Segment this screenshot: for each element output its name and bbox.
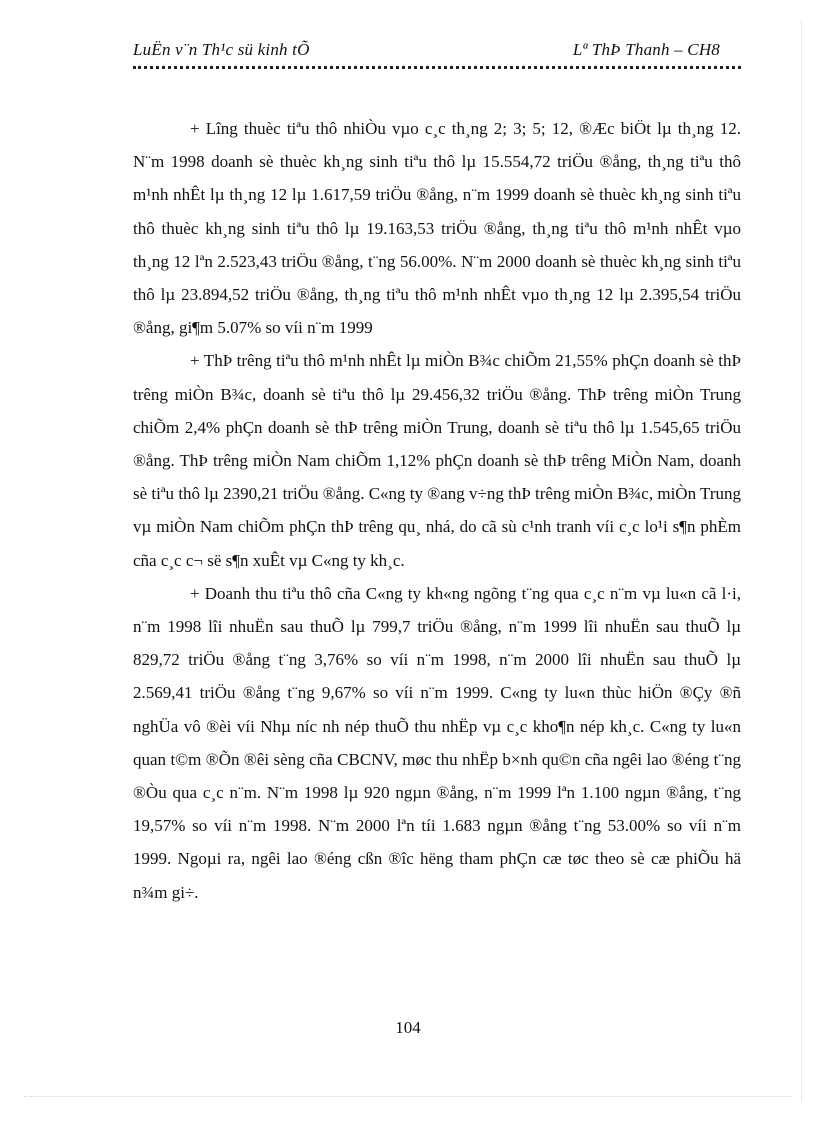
page-number: 104 xyxy=(395,1018,421,1037)
paragraph-revenue-profit: + Doanh thu tiªu thô cña C«ng ty kh«ng ngõng t¨ng qua c¸c n¨m vµ lu«n cã l·i, n¨m 1998 lîi nhuËn sau thuÕ lµ 799,7 triÖu ®ång, n¨m 1999 lîi nhuËn sau thuÕ lµ 829,72 triÖu ®ång t¨ng 3,76% so víi n¨m 1998, n¨m 2000 lîi nhuËn sau thuÕ lµ 2.569,41 triÖu ®ång t¨ng 9,67% so víi n¨m 1999. C«ng ty lu«n thùc hiÖn ®Çy ®ñ nghÜa vô ®èi víi Nhµ níc nh nép thuÕ thu nhËp vµ c¸c kho¶n nép kh¸c. C«ng ty lu«n quan t©m ®Õn ®êi sèng cña CBCNV, møc thu nhËp b×nh qu©n cña ngêi lao ®éng t¨ng ®Òu qua c¸c n¨m. N¨m 1998 lµ 920 ngµn ®ång, n¨m 1999 lªn 1.100 ngµn ®ång, t¨ng 19,57% so víi n¨m 1998. N¨m 2000 lªn tíi 1.683 ngµn ®ång t¨ng 53.00% so víi n¨m 1999. Ngoµi ra, ngêi lao ®éng cßn ®îc hëng tham phÇn cæ tøc theo sè cæ phiÕu hä n¾m gi÷. xyxy=(133,583,741,902)
paragraph-market-share: + ThÞ trêng tiªu thô m¹nh nhÊt lµ miÒn B¾c chiÕm 21,55% phÇn doanh sè thÞ trêng miÒn B¾c, doanh sè tiªu thô lµ 29.456,32 triÖu ®ång. ThÞ trêng miÒn Trung chiÕm 2,4% phÇn doanh sè thÞ trêng miÒn Trung, doanh sè tiªu thô lµ 1.545,65 triÖu ®ång. ThÞ trêng miÒn Nam chiÕm 1,12% phÇn doanh sè thÞ trêng MiÒn Nam, doanh sè tiªu thô lµ 2390,21 triÖu ®ång. C«ng ty ®ang v÷ng thÞ trêng miÒn B¾c, miÒn Trung vµ miÒn Nam chiÕm phÇn thÞ trêng qu¸ nhá, do cã sù c¹nh tranh víi c¸c lo¹i s¶n phÈm cña c¸c c¬ së s¶n xuÊt vµ C«ng ty kh¸c. xyxy=(133,351,741,570)
header-thesis-title: LuËn v¨n Th¹c sü kinh tÕ xyxy=(133,40,310,59)
running-header xyxy=(133,40,720,64)
body-text xyxy=(133,112,741,909)
page-bottom-edge xyxy=(24,1096,792,1097)
header-author: Lª ThÞ Thanh – CH8 xyxy=(572,40,720,59)
paragraph-antibiotic-sales: + Lîng thuèc tiªu thô nhiÒu vµo c¸c th¸ng 2; 3; 5; 12, ®Æc biÖt lµ th¸ng 12. N¨m 1998 doanh sè thuèc kh¸ng sinh tiªu thô lµ 15.554,72 triÖu ®ång, th¸ng tiªu thô m¹nh nhÊt lµ th¸ng 12 lµ 1.617,59 triÖu ®ång, n¨m 1999 doanh sè thuèc kh¸ng sinh tiªu thô thuèc kh¸ng sinh tiªu thô lµ 19.163,53 triÖu ®ång, th¸ng tiªu thô m¹nh nhÊt vµo th¸ng 12 lªn 2.523,43 triÖu ®ång, t¨ng 56.00%. N¨m 2000 doanh sè thuèc kh¸ng sinh tiªu thô lµ 23.894,52 triÖu ®ång, th¸ng tiªu thô m¹nh nhÊt vµo th¸ng 12 lµ 2.395,54 triÖu ®ång, gi¶m 5.07% so víi n¨m 1999 xyxy=(133,119,741,338)
header-dotted-rule xyxy=(133,66,741,69)
page-right-edge xyxy=(801,20,802,1101)
